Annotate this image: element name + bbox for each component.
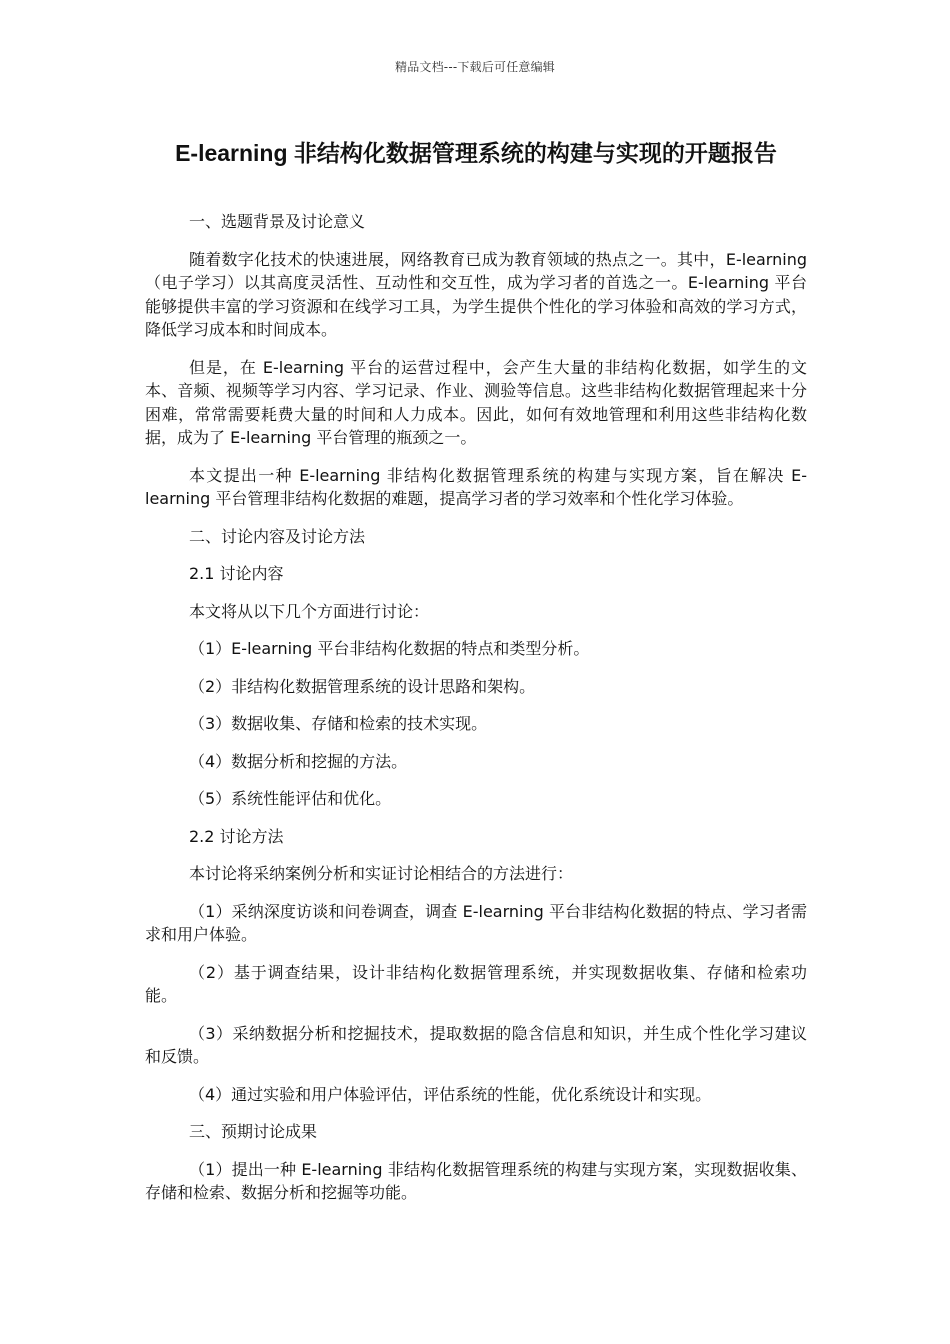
list-item: （4）数据分析和挖掘的方法。 [189,751,408,771]
paragraph: 本文将从以下几个方面进行讨论： [189,601,430,621]
list-item: （2）基于调查结果，设计非结构化数据管理系统，并实现数据收集、存储和检索功能。 [145,962,807,1005]
list-item: （1）提出一种 E-learning 非结构化数据管理系统的构建与实现方案，实现数据收集、存储和检索、数据分析和挖掘等功能。 [145,1159,807,1202]
subsection-heading-content: 2.1 讨论内容 [189,564,284,583]
section-heading-content-method: 二、讨论内容及讨论方法 [189,526,366,546]
paragraph: 本文提出一种 E-learning 非结构化数据管理系统的构建与实现方案，旨在解决 E-learning 平台管理非结构化数据的难题，提高学习者的学习效率和个性化学习体验。 [145,465,807,508]
list-item: （3）采纳数据分析和挖掘技术，提取数据的隐含信息和知识，并生成个性化学习建议和反馈。 [145,1023,807,1066]
document-body [145,210,807,1219]
paragraph: 但是，在 E-learning 平台的运营过程中，会产生大量的非结构化数据，如学生的文本、音频、视频等学习内容、学习记录、作业、测验等信息。这些非结构化数据管理起来十分困难，常常需要耗费大量的时间和人力成本。因此，如何有效地管理和利用这些非结构化数据，成为了 E-learning 平台管理的瓶颈之一。 [145,357,807,447]
header-note: 精品文档---下载后可任意编辑 [395,60,555,74]
list-item: （1）采纳深度访谈和问卷调查，调查 E-learning 平台非结构化数据的特点、学习者需求和用户体验。 [145,901,807,944]
subsection-heading-method: 2.2 讨论方法 [189,826,284,846]
list-item: （5）系统性能评估和优化。 [189,789,392,808]
document-title: E-learning 非结构化数据管理系统的构建与实现的开题报告 [175,140,777,166]
paragraph: 本讨论将采纳案例分析和实证讨论相结合的方法进行： [189,864,574,883]
list-item: （1）E-learning 平台非结构化数据的特点和类型分析。 [189,639,590,658]
section-heading-expected-results: 三、预期讨论成果 [189,1122,318,1141]
list-item: （3）数据收集、存储和检索的技术实现。 [189,714,488,733]
section-heading-background: 一、选题背景及讨论意义 [189,212,366,231]
paragraph: 随着数字化技术的快速进展，网络教育已成为教育领域的热点之一。其中，E-learning（电子学习）以其高度灵活性、互动性和交互性，成为学习者的首选之一。E-learning 平台能够提供丰富的学习资源和在线学习工具，为学生提供个性化的学习体验和高效的学习方式，降低学习成本和时间成本。 [145,249,807,339]
list-item: （4）通过实验和用户体验评估，评估系统的性能，优化系统设计和实现。 [189,1084,712,1104]
list-item: （2）非结构化数据管理系统的设计思路和架构。 [189,676,536,696]
